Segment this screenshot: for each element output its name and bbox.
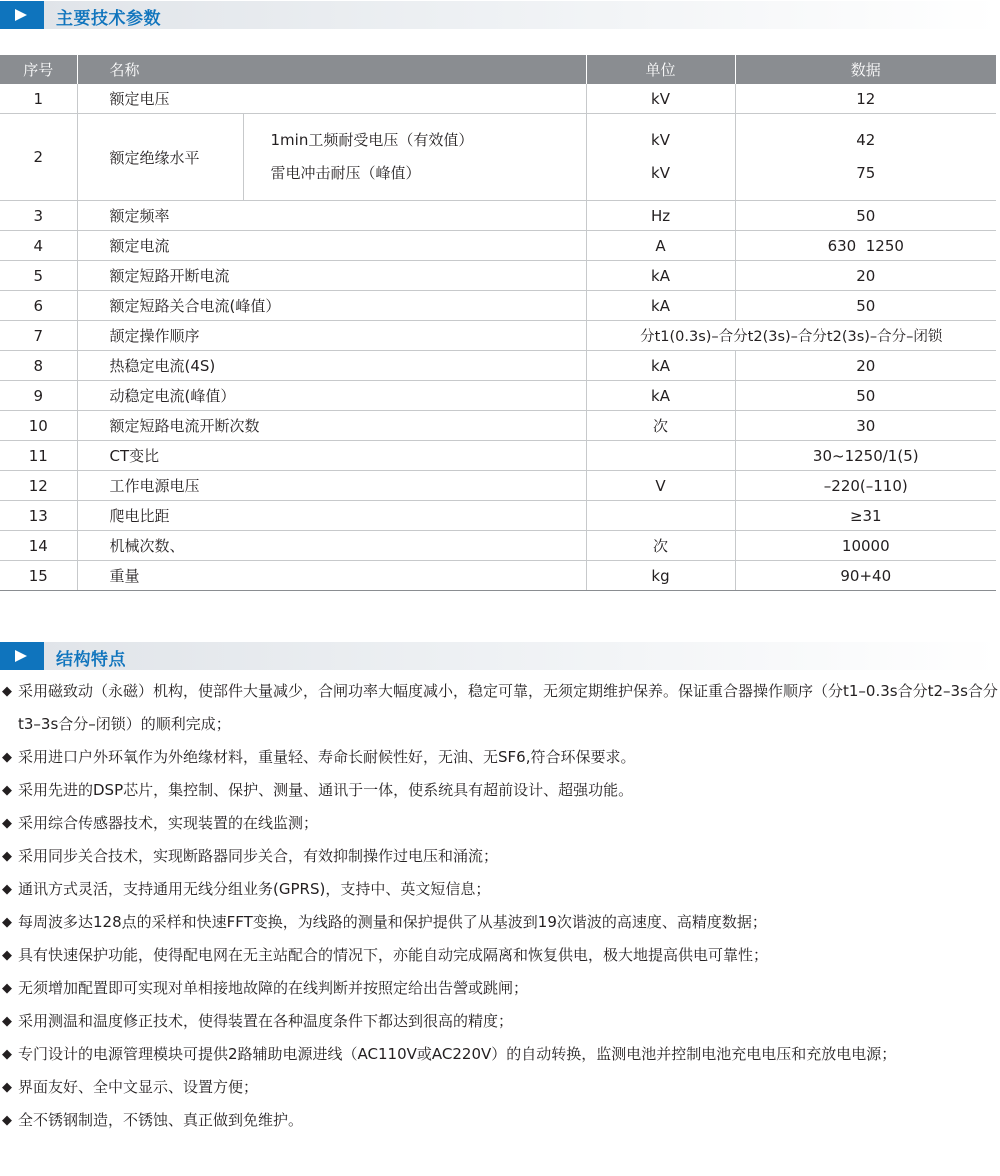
row-value: 20 bbox=[735, 261, 996, 291]
row-name: 额定短路关合电流(峰值） bbox=[77, 291, 586, 321]
row-unit: kA bbox=[586, 291, 735, 321]
feature-text: 采用磁致动（永磁）机构，使部件大量减少，合闸功率大幅度减小，稳定可靠，无须定期维护保养。保证重合器操作顺序（分t1–0.3s合分t2–3s合分t3–3s合分–闭锁）的顺利完成； bbox=[18, 682, 998, 733]
list-item bbox=[0, 1104, 1000, 1137]
row-values bbox=[735, 114, 996, 201]
row-unit: 次 bbox=[586, 531, 735, 561]
sub-unit: kV bbox=[651, 164, 670, 182]
section-header-specs bbox=[0, 1, 1000, 29]
table-row bbox=[0, 471, 996, 501]
diamond-bullet-icon: ◆ bbox=[2, 1113, 12, 1128]
list-item bbox=[0, 939, 1000, 972]
row-value: ≥31 bbox=[735, 501, 996, 531]
diamond-bullet-icon: ◆ bbox=[2, 849, 12, 864]
row-value-sequence: 分t1(0.3s)–合分t2(3s)–合分t2(3s)–合分–闭锁 bbox=[586, 321, 996, 351]
list-item bbox=[0, 873, 1000, 906]
table-row bbox=[0, 351, 996, 381]
row-name: 颉定操作顺序 bbox=[77, 321, 586, 351]
table-row bbox=[0, 291, 996, 321]
table-row bbox=[0, 531, 996, 561]
feature-text: 通讯方式灵活，支持通用无线分组业务(GPRS)，支持中、英文短信息； bbox=[18, 880, 491, 898]
list-item bbox=[0, 1071, 1000, 1104]
feature-text: 采用测温和温度修正技术，使得装置在各种温度条件下都达到很高的精度； bbox=[18, 1012, 514, 1030]
list-item bbox=[0, 840, 1000, 873]
sub-value: 42 bbox=[856, 131, 876, 149]
row-name: 额定绝缘水平 bbox=[77, 114, 243, 201]
row-number: 2 bbox=[0, 114, 77, 201]
list-item bbox=[0, 906, 1000, 939]
row-name: 额定频率 bbox=[77, 201, 586, 231]
list-item bbox=[0, 741, 1000, 774]
list-item bbox=[0, 1038, 1000, 1071]
row-unit: kg bbox=[586, 561, 735, 591]
row-unit: A bbox=[586, 231, 735, 261]
row-value: 50 bbox=[735, 381, 996, 411]
sub-value: 75 bbox=[856, 164, 876, 182]
section-title: 结构特点 bbox=[56, 650, 126, 670]
row-value: 630 1250 bbox=[735, 231, 996, 261]
table-row bbox=[0, 381, 996, 411]
list-item bbox=[0, 774, 1000, 807]
table-row bbox=[0, 441, 996, 471]
feature-text: 采用进口户外环氧作为外绝缘材料，重量轻、寿命长耐候性好，无油、无SF6,符合环保要求。 bbox=[18, 748, 636, 766]
row-name: CT变比 bbox=[77, 441, 586, 471]
list-item bbox=[0, 1005, 1000, 1038]
row-value: 12 bbox=[735, 84, 996, 114]
section-tag bbox=[0, 1, 44, 29]
diamond-bullet-icon: ◆ bbox=[2, 981, 12, 996]
row-unit: kV bbox=[586, 84, 735, 114]
feature-text: 采用综合传感器技术，实现装置的在线监测； bbox=[18, 814, 319, 832]
diamond-bullet-icon: ◆ bbox=[2, 915, 12, 930]
row-number: 14 bbox=[0, 531, 77, 561]
section-tag bbox=[0, 642, 44, 670]
row-name: 重量 bbox=[77, 561, 586, 591]
row-name: 额定电流 bbox=[77, 231, 586, 261]
row-value: 30~1250/1(5) bbox=[735, 441, 996, 471]
row-number: 1 bbox=[0, 84, 77, 114]
row-name: 热稳定电流(4S) bbox=[77, 351, 586, 381]
row-name: 额定短路电流开断次数 bbox=[77, 411, 586, 441]
row-number: 13 bbox=[0, 501, 77, 531]
list-item bbox=[0, 972, 1000, 1005]
feature-list bbox=[0, 675, 1000, 1137]
feature-text: 界面友好、全中文显示、设置方便； bbox=[18, 1078, 259, 1096]
feature-text: 专门设计的电源管理模块可提供2路辅助电源进线（AC110V或AC220V）的自动转换，监测电池并控制电池充电电压和充放电电源； bbox=[18, 1045, 897, 1063]
play-triangle-icon bbox=[14, 649, 28, 663]
diamond-bullet-icon: ◆ bbox=[2, 882, 12, 897]
diamond-bullet-icon: ◆ bbox=[2, 1014, 12, 1029]
row-number: 6 bbox=[0, 291, 77, 321]
feature-text: 采用同步关合技术，实现断路器同步关合，有效抑制操作过电压和涌流； bbox=[18, 847, 499, 865]
row-value: 30 bbox=[735, 411, 996, 441]
row-number: 5 bbox=[0, 261, 77, 291]
section-header-features bbox=[0, 642, 1000, 670]
row-value: 10000 bbox=[735, 531, 996, 561]
row-number: 10 bbox=[0, 411, 77, 441]
row-name: 额定电压 bbox=[77, 84, 586, 114]
feature-text: 全不锈钢制造，不锈蚀、真正做到免维护。 bbox=[18, 1111, 304, 1129]
row-unit: kA bbox=[586, 261, 735, 291]
table-row bbox=[0, 261, 996, 291]
row-number: 12 bbox=[0, 471, 77, 501]
list-item bbox=[0, 675, 1000, 741]
row-number: 7 bbox=[0, 321, 77, 351]
row-name: 爬电比距 bbox=[77, 501, 586, 531]
row-value: 50 bbox=[735, 291, 996, 321]
col-header-unit: 单位 bbox=[586, 55, 735, 84]
row-name: 动稳定电流(峰值） bbox=[77, 381, 586, 411]
row-subnames bbox=[243, 114, 586, 201]
row-unit: kA bbox=[586, 381, 735, 411]
row-unit: V bbox=[586, 471, 735, 501]
row-name: 机械次数、 bbox=[77, 531, 586, 561]
sub-name-lightning-impulse: 雷电冲击耐压（峰值） bbox=[270, 164, 421, 182]
diamond-bullet-icon: ◆ bbox=[2, 684, 12, 699]
table-row bbox=[0, 411, 996, 441]
feature-text: 采用先进的DSP芯片，集控制、保护、测量、通讯于一体，使系统具有超前设计、超强功能。 bbox=[18, 781, 634, 799]
table-row bbox=[0, 321, 996, 351]
col-header-no: 序号 bbox=[0, 55, 77, 84]
row-unit bbox=[586, 441, 735, 471]
col-header-data: 数据 bbox=[735, 55, 996, 84]
table-row bbox=[0, 501, 996, 531]
diamond-bullet-icon: ◆ bbox=[2, 948, 12, 963]
row-value: 20 bbox=[735, 351, 996, 381]
table-row bbox=[0, 201, 996, 231]
row-units bbox=[586, 114, 735, 201]
sub-name-power-frequency: 1min工频耐受电压（有效值） bbox=[270, 131, 474, 149]
table-header-row bbox=[0, 55, 996, 84]
diamond-bullet-icon: ◆ bbox=[2, 1080, 12, 1095]
spec-table bbox=[0, 55, 996, 591]
list-item bbox=[0, 807, 1000, 840]
diamond-bullet-icon: ◆ bbox=[2, 1047, 12, 1062]
row-number: 3 bbox=[0, 201, 77, 231]
row-unit: Hz bbox=[586, 201, 735, 231]
diamond-bullet-icon: ◆ bbox=[2, 783, 12, 798]
play-triangle-icon bbox=[14, 8, 28, 22]
sub-unit: kV bbox=[651, 131, 670, 149]
row-number: 8 bbox=[0, 351, 77, 381]
table-row bbox=[0, 114, 996, 201]
row-number: 4 bbox=[0, 231, 77, 261]
diamond-bullet-icon: ◆ bbox=[2, 816, 12, 831]
feature-text: 无须增加配置即可实现对单相接地故障的在线判断并按照定给出告謍或跳闸； bbox=[18, 979, 529, 997]
row-unit: 次 bbox=[586, 411, 735, 441]
diamond-bullet-icon: ◆ bbox=[2, 750, 12, 765]
row-value: –220(–110) bbox=[735, 471, 996, 501]
col-header-name: 名称 bbox=[77, 55, 586, 84]
feature-text: 每周波多达128点的采样和快速FFT变换，为线路的测量和保护提供了从基波到19次谐波的高速度、高精度数据； bbox=[18, 913, 767, 931]
row-number: 15 bbox=[0, 561, 77, 591]
row-value: 90+40 bbox=[735, 561, 996, 591]
row-unit bbox=[586, 501, 735, 531]
row-number: 11 bbox=[0, 441, 77, 471]
row-name: 额定短路开断电流 bbox=[77, 261, 586, 291]
section-title: 主要技术参数 bbox=[56, 9, 161, 29]
table-row bbox=[0, 231, 996, 261]
row-name: 工作电源电压 bbox=[77, 471, 586, 501]
row-number: 9 bbox=[0, 381, 77, 411]
row-value: 50 bbox=[735, 201, 996, 231]
table-row bbox=[0, 84, 996, 114]
row-unit: kA bbox=[586, 351, 735, 381]
table-row bbox=[0, 561, 996, 591]
feature-text: 具有快速保护功能，使得配电网在无主站配合的情况下，亦能自动完成隔离和恢复供电，极大地提高供电可靠性； bbox=[18, 946, 769, 964]
